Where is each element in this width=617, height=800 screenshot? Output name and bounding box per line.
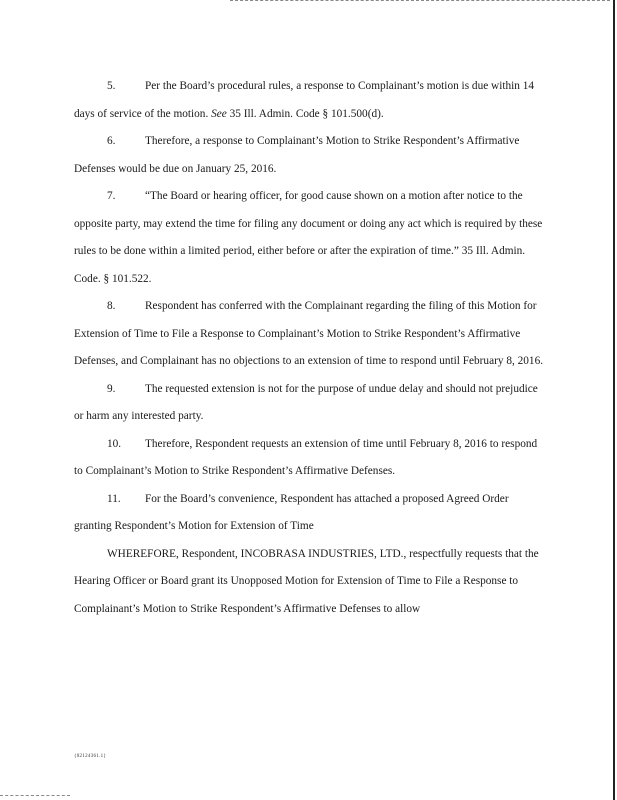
paragraph-number: 7. (107, 190, 116, 202)
citation-text: 35 Ill. Admin. Code § 101.500(d). (226, 107, 384, 120)
scan-edge-bottom (0, 795, 70, 797)
paragraph-number: 6. (107, 135, 116, 147)
paragraph-text: Respondent has conferred with the Complainant regarding the filing of this Motion for Extension of Time to File a Response to Complainant’s Motion to Strike Respondent’s Affirmative Defenses, and Complainant has no objections to an extension of time to respond until February 8, 2016. (74, 300, 544, 367)
paragraph-text: “The Board or hearing officer, for good cause shown on a motion after notice to the opposite party, may extend the time for filing any document or doing any act which is required by these rules to be done within a limited period, either before or after the expiration of time.” 35 Ill. Admin. Code. § 101.522. (74, 190, 543, 285)
document-body (74, 73, 544, 623)
paragraph-11 (74, 486, 544, 541)
paragraph-text: Therefore, a response to Complainant’s Motion to Strike Respondent’s Affirmative Defenses would be due on January 25, 2016. (74, 135, 520, 175)
paragraph-text: The requested extension is not for the purpose of undue delay and should not prejudice or harm any interested party. (74, 382, 538, 422)
wherefore-text: WHEREFORE, Respondent, INCOBRASA INDUSTRIES, LTD., respectfully requests that the Hearing Officer or Board grant its Unopposed Motion for Extension of Time to File a Response to Complainant’s Motion to Strike Respondent’s Affirmative Defenses to allow (74, 547, 539, 615)
scan-edge-right (613, 0, 615, 800)
paragraph-text: Per the Board’s procedural rules, a response to Complainant’s motion is due within 14 days of service of the motion. (74, 80, 535, 120)
paragraph-5 (74, 73, 544, 128)
paragraph-8 (74, 293, 544, 376)
paragraph-6 (74, 128, 544, 183)
paragraph-text: For the Board’s convenience, Respondent has attached a proposed Agreed Order granting Respondent’s Motion for Extension of Time (74, 492, 509, 532)
document-footer-code: {02124361.1} (74, 754, 107, 759)
paragraph-number: 10. (107, 437, 122, 450)
paragraph-10 (74, 431, 544, 486)
paragraph-number: 11. (107, 492, 121, 505)
paragraph-9 (74, 376, 544, 431)
paragraph-text: Therefore, Respondent requests an extension of time until February 8, 2016 to respond to Complainant’s Motion to Strike Respondent’s Affirmative Defenses. (74, 437, 538, 477)
scan-edge-top (230, 0, 610, 3)
wherefore-paragraph (74, 541, 544, 624)
citation-signal: See (211, 107, 227, 120)
paragraph-7 (74, 183, 544, 293)
paragraph-number: 5. (107, 80, 116, 92)
paragraph-number: 9. (107, 382, 116, 395)
paragraph-number: 8. (107, 300, 116, 312)
